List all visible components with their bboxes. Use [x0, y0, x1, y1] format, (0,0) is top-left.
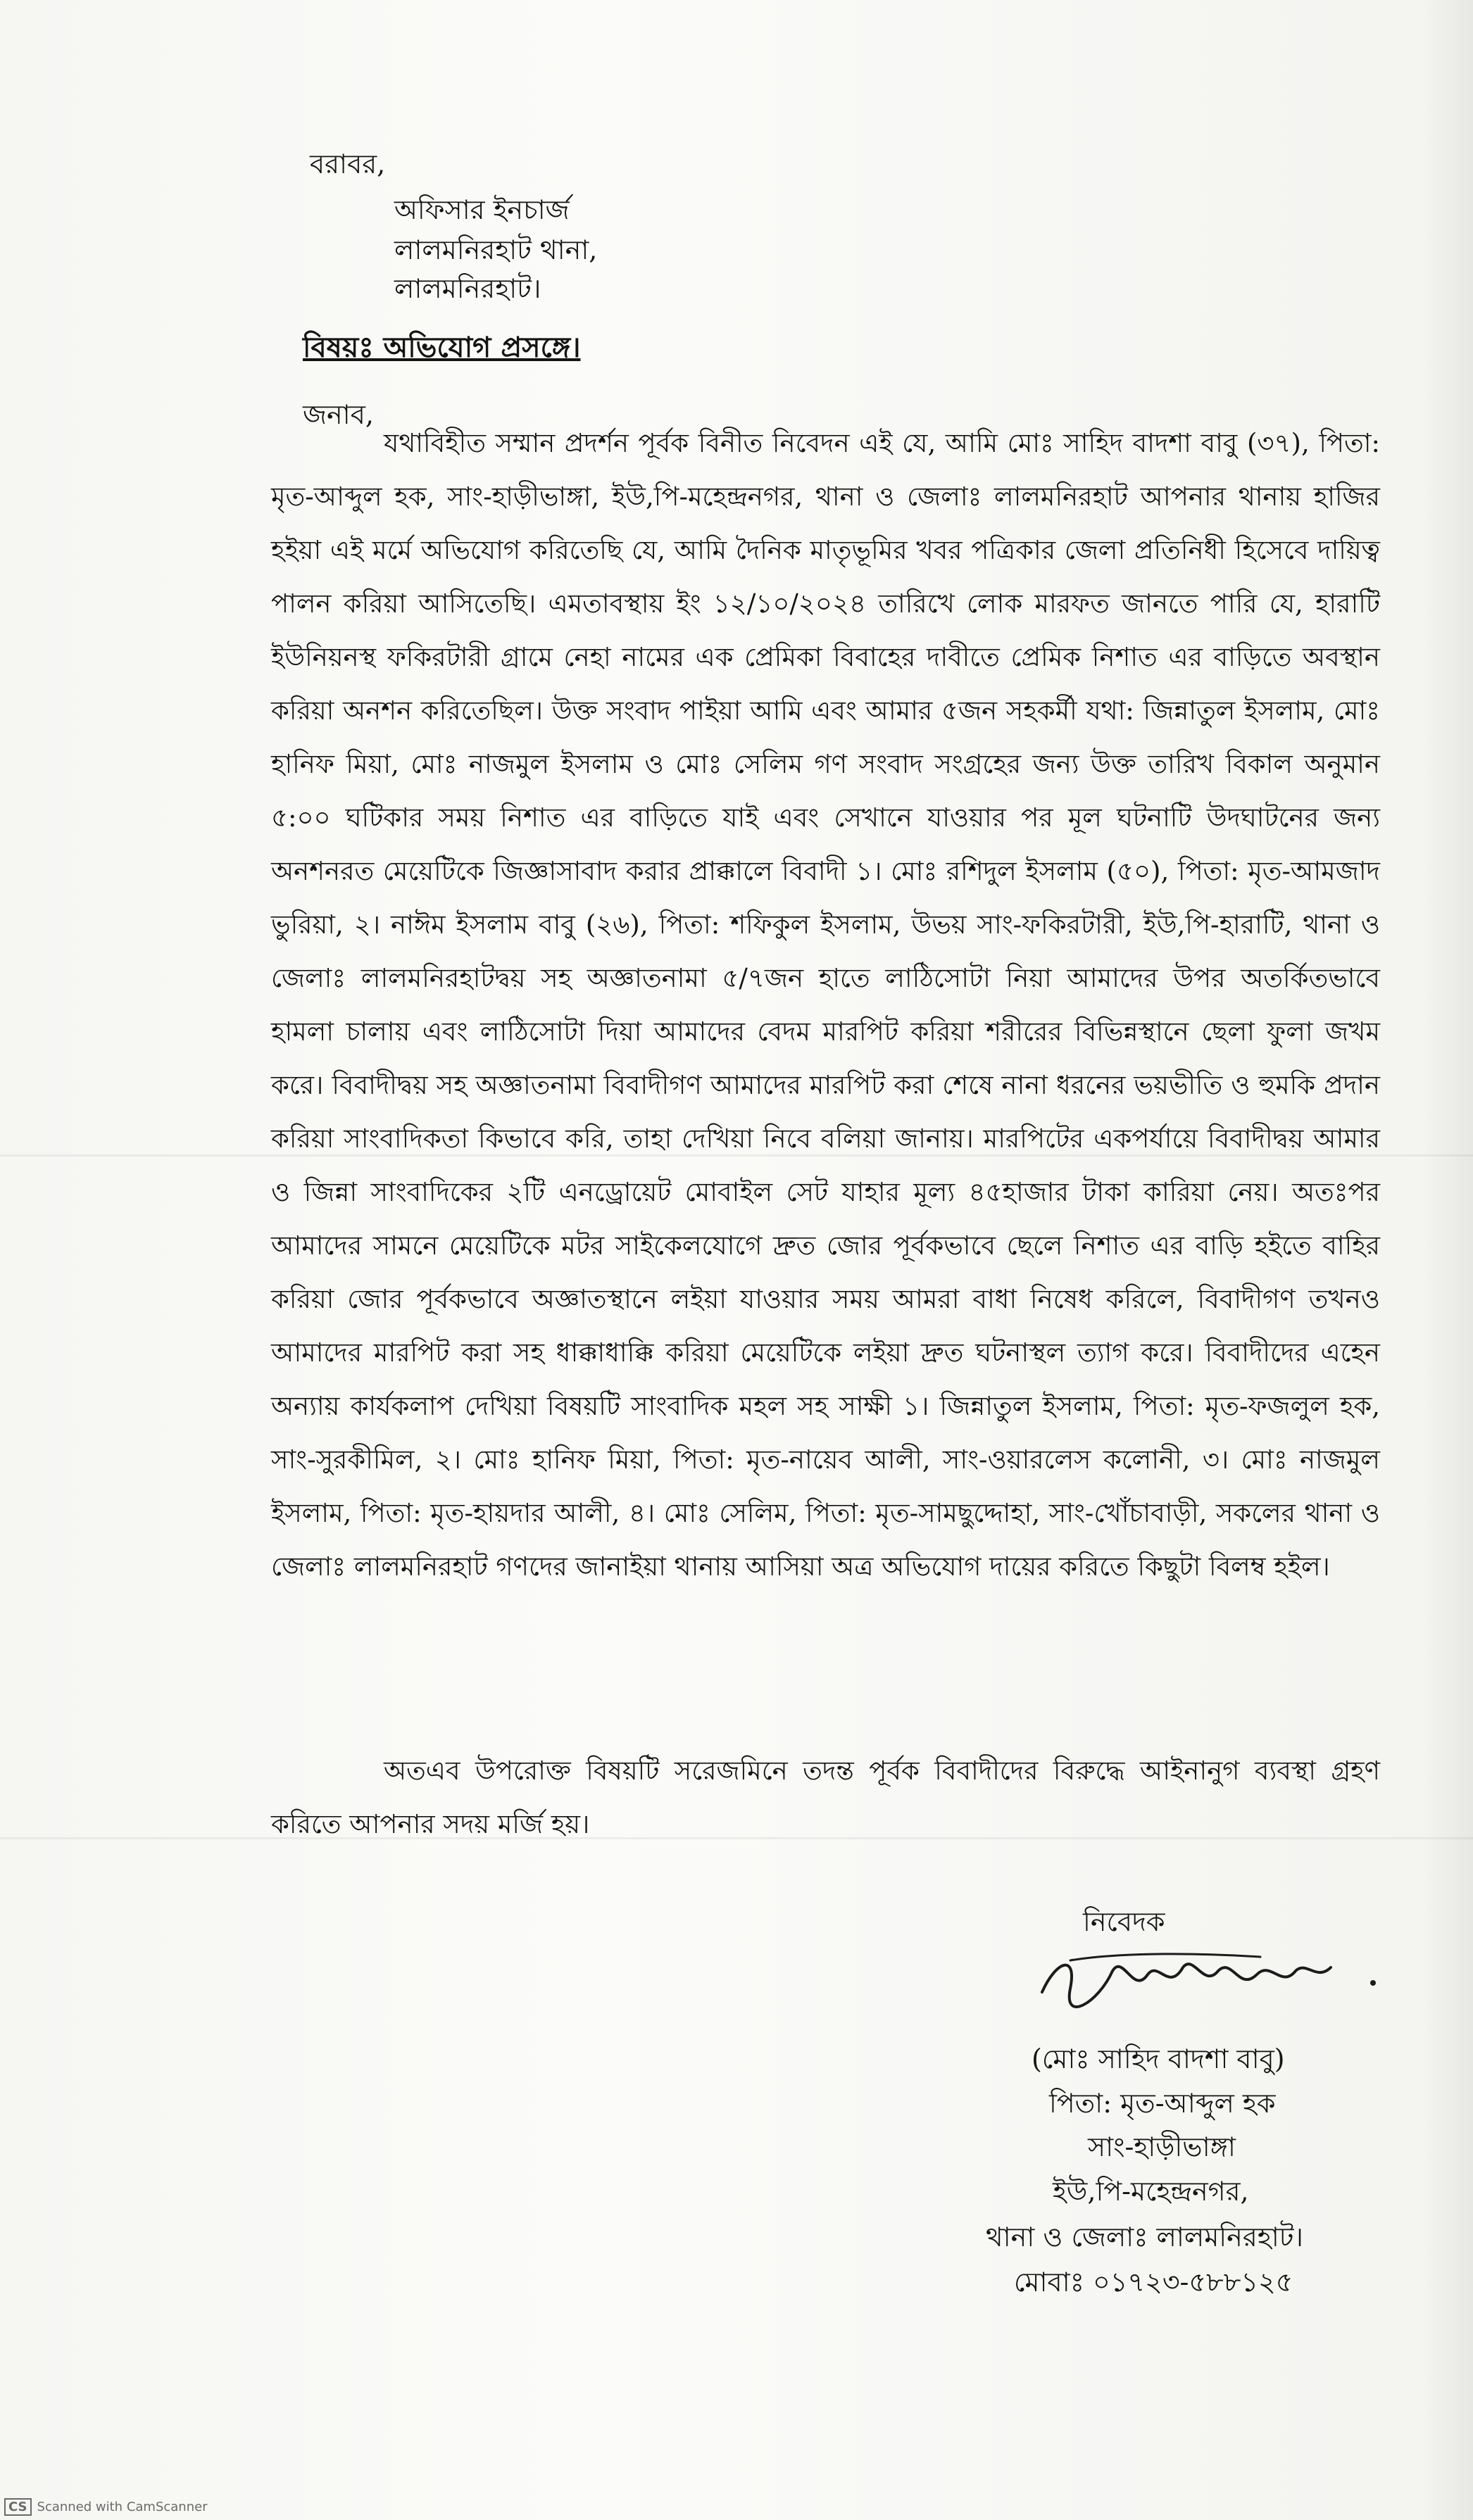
recipient-salutation: বরাবর, [310, 149, 386, 179]
recipient-officer: অফিসার ইনচার্জ [394, 194, 570, 225]
handwritten-signature [1028, 1932, 1394, 2017]
letter-greeting: জনাব, [303, 399, 374, 430]
paper-edge-shadow [1424, 0, 1473, 2520]
sender-label: নিবেদক [1083, 1906, 1165, 1937]
scanner-watermark [4, 2498, 208, 2516]
camscanner-logo-icon: CS [4, 2498, 32, 2516]
sender-village: সাং-হাড়ীভাঙ্গা [1088, 2131, 1236, 2162]
sender-name: (মোঃ সাহিদ বাদশা বাবু) [1032, 2043, 1285, 2074]
sender-father: পিতা: মৃত-আব্দুল হক [1049, 2088, 1276, 2119]
sender-mobile: মোবাঃ ০১৭২৩-৫৮৮১২৫ [1014, 2267, 1293, 2298]
recipient-station: লালমনিরহাট থানা, [394, 234, 598, 265]
complaint-paragraph: যথাবিহীত সম্মান প্রদর্শন পূর্বক বিনীত নিবেদন এই যে, আমি মোঃ সাহিদ বাদশা বাবু (৩৭), পিতা: মৃত-আব্দুল হক, সাং-হাড়ীভাঙ্গা, ইউ,পি-মহেন্দ্রনগর, থানা ও জেলাঃ লালমনিরহাট আপনার থানায় হাজির হইয়া এই মর্মে অভিযোগ করিতেছি যে, আমি দৈনিক মাতৃভূমির খবর পত্রিকার জেলা প্রতিনিধী হিসেবে দায়িত্ব পালন করিয়া আসিতেছি। এমতাবস্থায় ইং ১২/১০/২০২৪ তারিখে লোক মারফত জানতে পারি যে, হারাটি ইউনিয়নস্থ ফকিরটারী গ্রামে নেহা নামের এক প্রেমিকা বিবাহের দাবীতে প্রেমিক নিশাত এর বাড়িতে অবস্থান করিয়া অনশন করিতেছিল। উক্ত সংবাদ পাইয়া আমি এবং আমার ৫জন সহকর্মী যথা: জিন্নাতুল ইসলাম, মোঃ হানিফ মিয়া, মোঃ নাজমুল ইসলাম ও মোঃ সেলিম গণ সংবাদ সংগ্রহের জন্য উক্ত তারিখ বিকাল অনুমান ৫:০০ ঘটিকার সময় নিশাত এর বাড়িতে যাই এবং সেখানে যাওয়ার পর মূল ঘটনাটি উদঘাটনের জন্য অনশনরত মেয়েটিকে জিজ্ঞাসাবাদ করার প্রাক্কালে বিবাদী ১। মোঃ রশিদুল ইসলাম (৫০), পিতা: মৃত-আমজাদ ভুরিয়া, ২। নাঈম ইসলাম বাবু (২৬), পিতা: শফিকুল ইসলাম, উভয় সাং-ফকিরটারী, ইউ,পি-হারাটি, থানা ও জেলাঃ লালমনিরহাটদ্বয় সহ অজ্ঞাতনামা ৫/৭জন হাতে লাঠিসোটা নিয়া আমাদের উপর অতর্কিতভাবে হামলা চালায় এবং লাঠিসোটা দিয়া আমাদের বেদম মারপিট করিয়া শরীরের বিভিন্নস্থানে ছেলা ফুলা জখম করে। বিবাদীদ্বয় সহ অজ্ঞাতনামা বিবাদীগণ আমাদের মারপিট করা শেষে নানা ধরনের ভয়ভীতি ও হুমকি প্রদান করিয়া সাংবাদিকতা কিভাবে করি, তাহা দেখিয়া নিবে বলিয়া জানায়। মারপিটের একপর্যায়ে বিবাদীদ্বয় আমার ও জিন্না সাংবাদিকের ২টি এনড্রোয়েট মোবাইল সেট যাহার মূল্য ৪৫হাজার টাকা কারিয়া নেয়। অতঃপর আমাদের সামনে মেয়েটিকে মটর সাইকেলযোগে দ্রুত জোর পূর্বকভাবে ছেলে নিশাত এর বাড়ি হইতে বাহির করিয়া জোর পূর্বকভাবে অজ্ঞাতস্থানে লইয়া যাওয়ার সময় আমরা বাধা নিষেধ করিলে, বিবাদীগণ তখনও আমাদের মারপিট করা সহ ধাক্কাধাক্কি করিয়া মেয়েটিকে লইয়া দ্রুত ঘটনাস্থল ত্যাগ করে। বিবাদীদের এহেন অন্যায় কার্যকলাপ দেখিয়া বিষয়টি সাংবাদিক মহল সহ সাক্ষী ১। জিন্নাতুল ইসলাম, পিতা: মৃত-ফজলুল হক, সাং-সুরকীমিল, ২। মোঃ হানিফ মিয়া, পিতা: মৃত-নায়েব আলী, সাং-ওয়ারলেস কলোনী, ৩। মোঃ নাজমুল ইসলাম, পিতা: মৃত-হায়দার আলী, ৪। মোঃ সেলিম, পিতা: মৃত-সামছুদ্দোহা, সাং-খোঁচাবাড়ী, সকলের থানা ও জেলাঃ লালমনিরহাট গণদের জানাইয়া থানায় আসিয়া অত্র অভিযোগ দায়ের করিতে কিছুটা বিলম্ব হইল। [271, 428, 1380, 1582]
sender-union: ইউ,পি-মহেন্দ্রনগর, [1053, 2176, 1249, 2207]
sender-district: থানা ও জেলাঃ লালমনিরহাট। [986, 2222, 1304, 2253]
request-paragraph: অতএব উপরোক্ত বিষয়টি সরেজমিনে তদন্ত পূর্বক বিবাদীদের বিরুদ্ধে আইনানুগ ব্যবস্থা গ্রহণ করিতে আপনার সদয় মর্জি হয়। [271, 1756, 1380, 1839]
recipient-district: লালমনিরহাট। [394, 273, 541, 304]
scanner-watermark-text: Scanned with CamScanner [37, 2500, 208, 2514]
letter-subject: বিষয়ঃ অভিযোগ প্রসঙ্গে। [303, 331, 581, 364]
